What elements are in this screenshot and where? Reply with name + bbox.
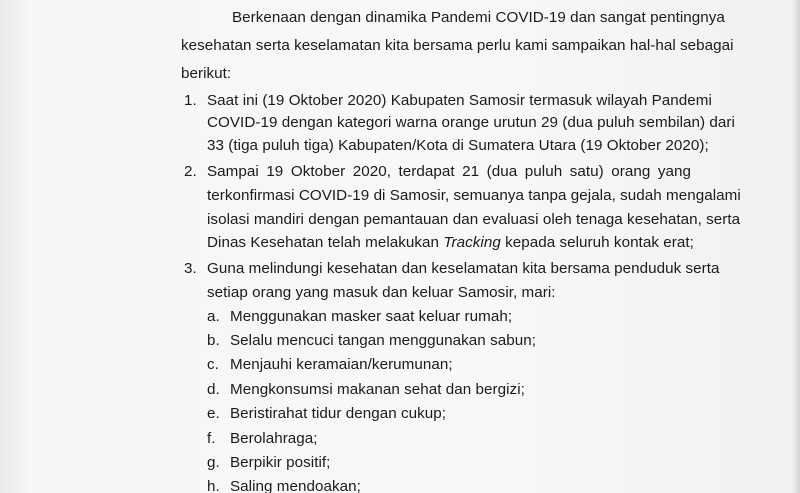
subitem-letter: d. [207, 381, 220, 398]
item-2-line-4 [207, 233, 694, 253]
item-number-2: 2. [184, 163, 197, 180]
item-3-line-1: Guna melindungi kesehatan dan keselamatan kita bersama penduduk serta [207, 260, 720, 277]
subitem-text: Mengkonsumsi makanan sehat dan bergizi; [230, 381, 525, 398]
intro-line-1: Berkenaan dengan dinamika Pandemi COVID-19 dan sangat pentingnya [232, 9, 725, 26]
item-3-line-2: setiap orang yang masuk dan keluar Samosir, mari: [207, 284, 556, 301]
item-1-line-3: 33 (tiga puluh tiga) Kabupaten/Kota di Sumatera Utara (19 Oktober 2020); [207, 137, 709, 154]
subitem-text: Berolahraga; [230, 430, 318, 447]
item-number-3: 3. [184, 260, 197, 277]
subitem-letter: e. [207, 405, 220, 422]
subitem-letter: f. [207, 430, 216, 447]
item-1-line-1: Saat ini (19 Oktober 2020) Kabupaten Samosir termasuk wilayah Pandemi [207, 92, 712, 109]
subitem-letter: h. [207, 478, 220, 493]
page-edge-shadow [792, 0, 800, 493]
item-1-line-2: COVID-19 dengan kategori warna orange urutun 29 (dua puluh sembilan) dari [207, 114, 735, 131]
item-2-tracking-word: Tracking [443, 234, 501, 251]
item-2-line-3: isolasi mandiri dengan pemantauan dan evaluasi oleh tenaga kesehatan, serta [207, 211, 741, 228]
intro-line-2: kesehatan serta keselamatan kita bersama perlu kami sampaikan hal-hal sebagai [181, 37, 734, 54]
item-2-line-4-before: Dinas Kesehatan telah melakukan [207, 234, 444, 251]
item-2-line-4-after: kepada seluruh kontak erat; [500, 234, 694, 251]
item-2-line-2: terkonfirmasi COVID-19 di Samosir, semuanya tanpa gejala, sudah mengalami [207, 187, 741, 204]
subitem-letter: a. [207, 308, 220, 325]
subitem-letter: c. [207, 356, 219, 373]
subitem-text: Saling mendoakan; [230, 478, 361, 493]
intro-line-3: berikut: [181, 65, 232, 82]
subitem-text: Menjauhi keramaian/kerumunan; [230, 356, 453, 373]
subitem-text: Berpikir positif; [230, 454, 331, 471]
item-number-1: 1. [184, 92, 197, 109]
item-2-line-1: Sampai 19 Oktober 2020, terdapat 21 (dua puluh satu) orang yang [207, 163, 691, 180]
subitem-text: Selalu mencuci tangan menggunakan sabun; [230, 332, 536, 349]
subitem-text: Beristirahat tidur dengan cukup; [230, 405, 447, 422]
subitem-text: Menggunakan masker saat keluar rumah; [230, 308, 513, 325]
subitem-letter: b. [207, 332, 220, 349]
subitem-letter: g. [207, 454, 220, 471]
